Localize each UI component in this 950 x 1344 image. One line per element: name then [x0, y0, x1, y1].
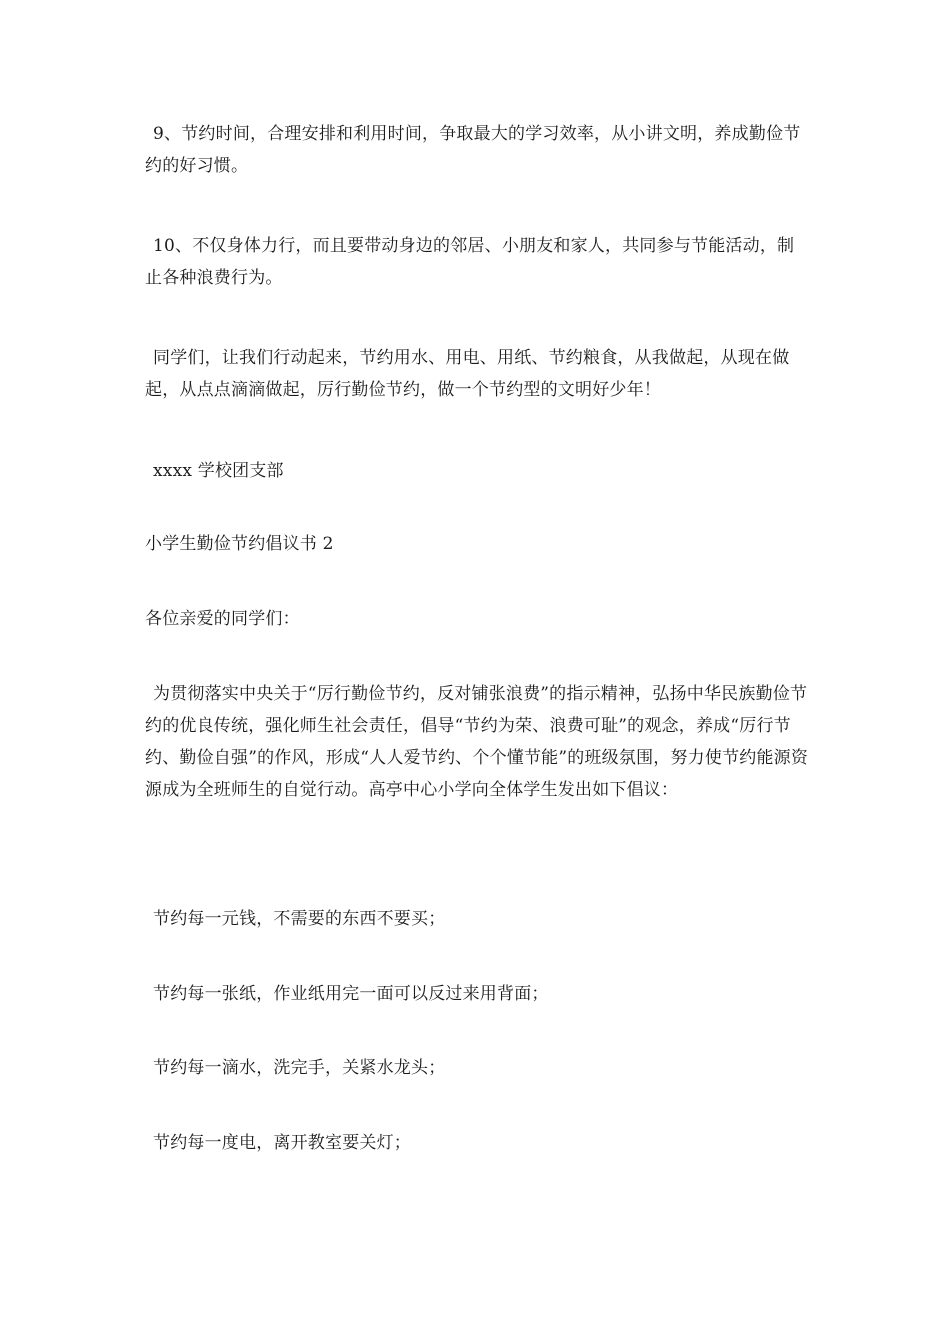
- list-item-money: 节约每一元钱，不需要的东西不要买；: [153, 909, 446, 929]
- section-title: 小学生勤俭节约倡议书 2: [145, 534, 334, 554]
- list-item-electricity: 节约每一度电，离开教室要关灯；: [153, 1133, 411, 1153]
- salutation: 各位亲爱的同学们：: [145, 609, 300, 629]
- signature-line: xxxx 学校团支部: [153, 461, 284, 481]
- paragraph-item-10: 10、不仅身体力行，而且要带动身边的邻居、小朋友和家人，共同参与节能活动，制止各种浪费行为。: [145, 236, 795, 288]
- paragraph-call-to-action: 同学们，让我们行动起来，节约用水、用电、用纸、节约粮食，从我做起，从现在做起，从点点滴滴做起，厉行勤俭节约，做一个节约型的文明好少年！: [145, 348, 790, 400]
- paragraph-item-9: 9、节约时间，合理安排和利用时间，争取最大的学习效率，从小讲文明，养成勤俭节约的好习惯。: [145, 124, 801, 176]
- paragraph-intro: 为贯彻落实中央关于“厉行勤俭节约，反对铺张浪费”的指示精神，弘扬中华民族勤俭节约的优良传统，强化师生社会责任，倡导“节约为荣、浪费可耻”的观念，养成“厉行节约、勤俭自强”的作风，形成“人人爱节约、个个懂节能”的班级氛围，努力使节约能源资源成为全班师生的自觉行动。高亭中心小学向全体学生发出如下倡议：: [145, 684, 809, 800]
- list-item-water: 节约每一滴水，洗完手，关紧水龙头；: [153, 1058, 446, 1078]
- list-item-paper: 节约每一张纸，作业纸用完一面可以反过来用背面；: [153, 984, 549, 1004]
